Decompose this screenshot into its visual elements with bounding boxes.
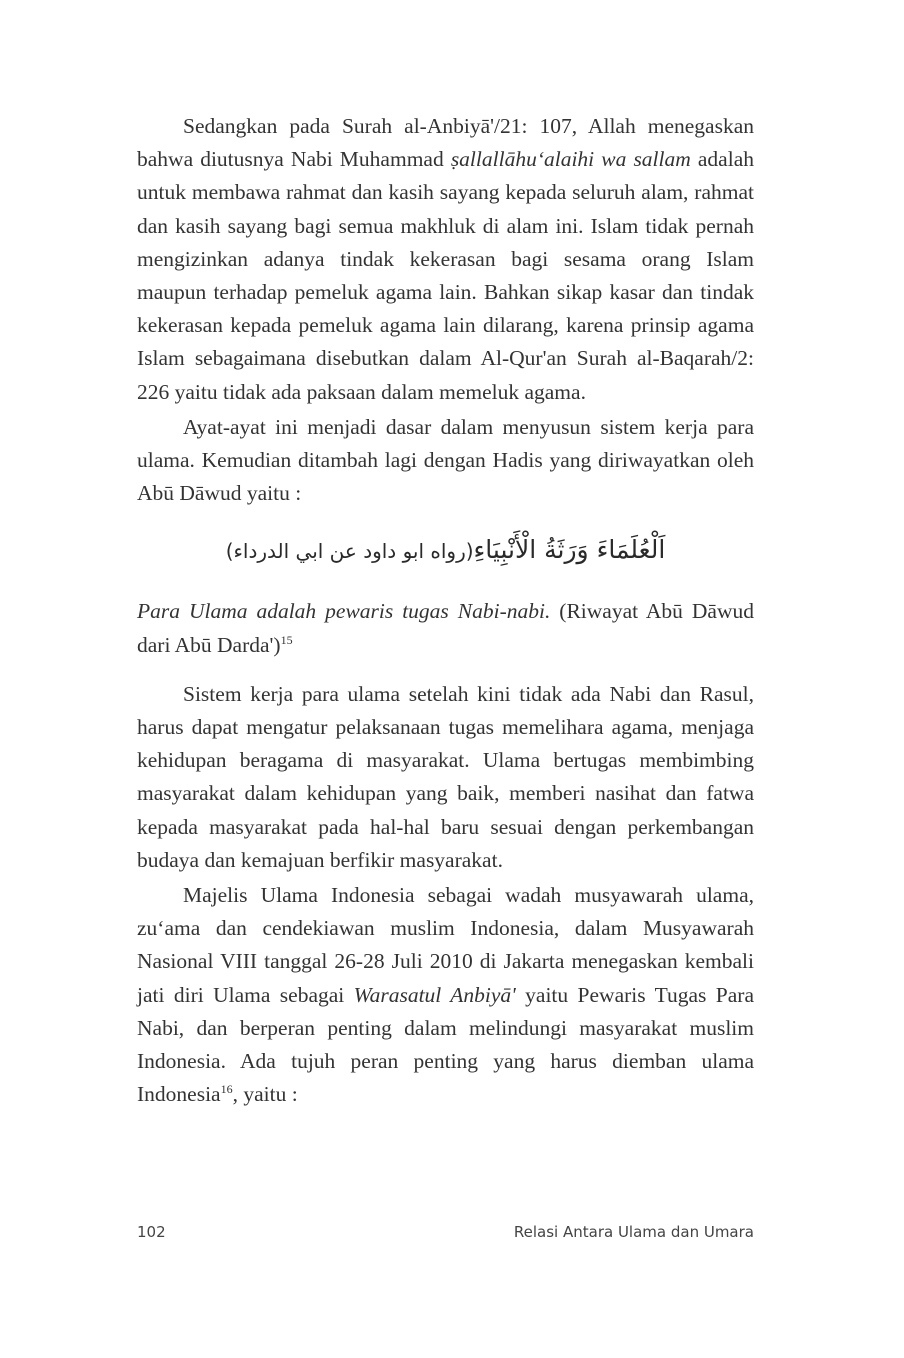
paragraph-4: [137, 879, 754, 1111]
footnote-ref-16: 16: [220, 1082, 233, 1097]
paragraph-4-start: Majelis Ulama Indonesia sebagai wadah musyawarah ulama, zu‘ama dan cendekiawan muslim Indonesia, dalam Musyawarah Nasional VIII tanggal 26-28 Juli 2010 di Jakarta menegaskan kembali jati diri Ulama sebagai: [137, 883, 754, 1007]
paragraph-1-rest: adalah untuk membawa rahmat dan kasih sayang kepada seluruh alam, rahmat dan kasih sayang bagi semua makhluk di alam ini. Islam tidak pernah mengizinkan adanya tindak kekerasan bagi sesama orang Islam maupun terhadap pemeluk agama lain. Bahkan sikap kasar dan tindak kekerasan kepada pemeluk agama lain dilarang, karena prinsip agama Islam sebagaimana disebutkan dalam Al-Qur'an Surah al-Baqarah/2: 226 yaitu tidak ada paksaan dalam memeluk agama.: [137, 147, 754, 404]
running-title: Relasi Antara Ulama dan Umara: [513, 1223, 754, 1241]
arabic-hadith: [137, 528, 754, 573]
paragraph-4-end: , yaitu :: [232, 1082, 298, 1107]
hadith-translation-source: (Riwayat Abū Dāwud dari Abū Darda'): [137, 599, 754, 657]
paragraph-1-italic: ṣallallāhu‘alaihi wa sallam: [450, 147, 691, 172]
paragraph-4-mid: yaitu Pewaris Tugas Para Nabi, dan berperan penting dalam melindungi masyarakat muslim Indonesia. Ada tujuh peran penting yang harus diemban ulama Indonesia: [137, 982, 754, 1107]
footnote-ref-15: 15: [280, 632, 293, 647]
page-number: 102: [137, 1223, 166, 1241]
paragraph-2: [137, 411, 754, 511]
paragraph-2-text: Ayat-ayat ini menjadi dasar dalam menyusun sistem kerja para ulama. Kemudian ditambah lagi dengan Hadis yang diriwayatkan oleh Abū Dāwud yaitu :: [137, 414, 754, 506]
page-body: [137, 110, 754, 1111]
paragraph-3: [137, 678, 754, 877]
hadith-translation-italic: Para Ulama adalah pewaris tugas Nabi-nabi.: [137, 599, 551, 624]
paragraph-3-text: Sistem kerja para ulama setelah kini tidak ada Nabi dan Rasul, harus dapat mengatur pelaksanaan tugas memelihara agama, menjaga kehidupan beragama di masyarakat. Ulama bertugas membimbing masyarakat dalam kehidupan yang baik, memberi nasihat dan fatwa kepada masyarakat pada hal-hal baru sesuai dengan perkembangan budaya dan kemajuan berfikir masyarakat.: [137, 681, 754, 872]
page-footer: [137, 1223, 754, 1247]
paragraph-1-text: Sedangkan pada Surah al-Anbiyā'/21: 107, Allah menegaskan bahwa diutusnya Nabi Muhammad: [137, 114, 754, 172]
arabic-hadith-text: اَلْعُلَمَاءَ وَرَثَةُ الْأَنْبِيَاءِ: [473, 535, 666, 565]
hadith-translation: [137, 595, 754, 661]
paragraph-1: [137, 110, 754, 409]
arabic-hadith-source: (رواه ابو داود عن ابي الدرداء): [225, 539, 474, 564]
paragraph-4-italic: Warasatul Anbiyā': [353, 982, 516, 1007]
